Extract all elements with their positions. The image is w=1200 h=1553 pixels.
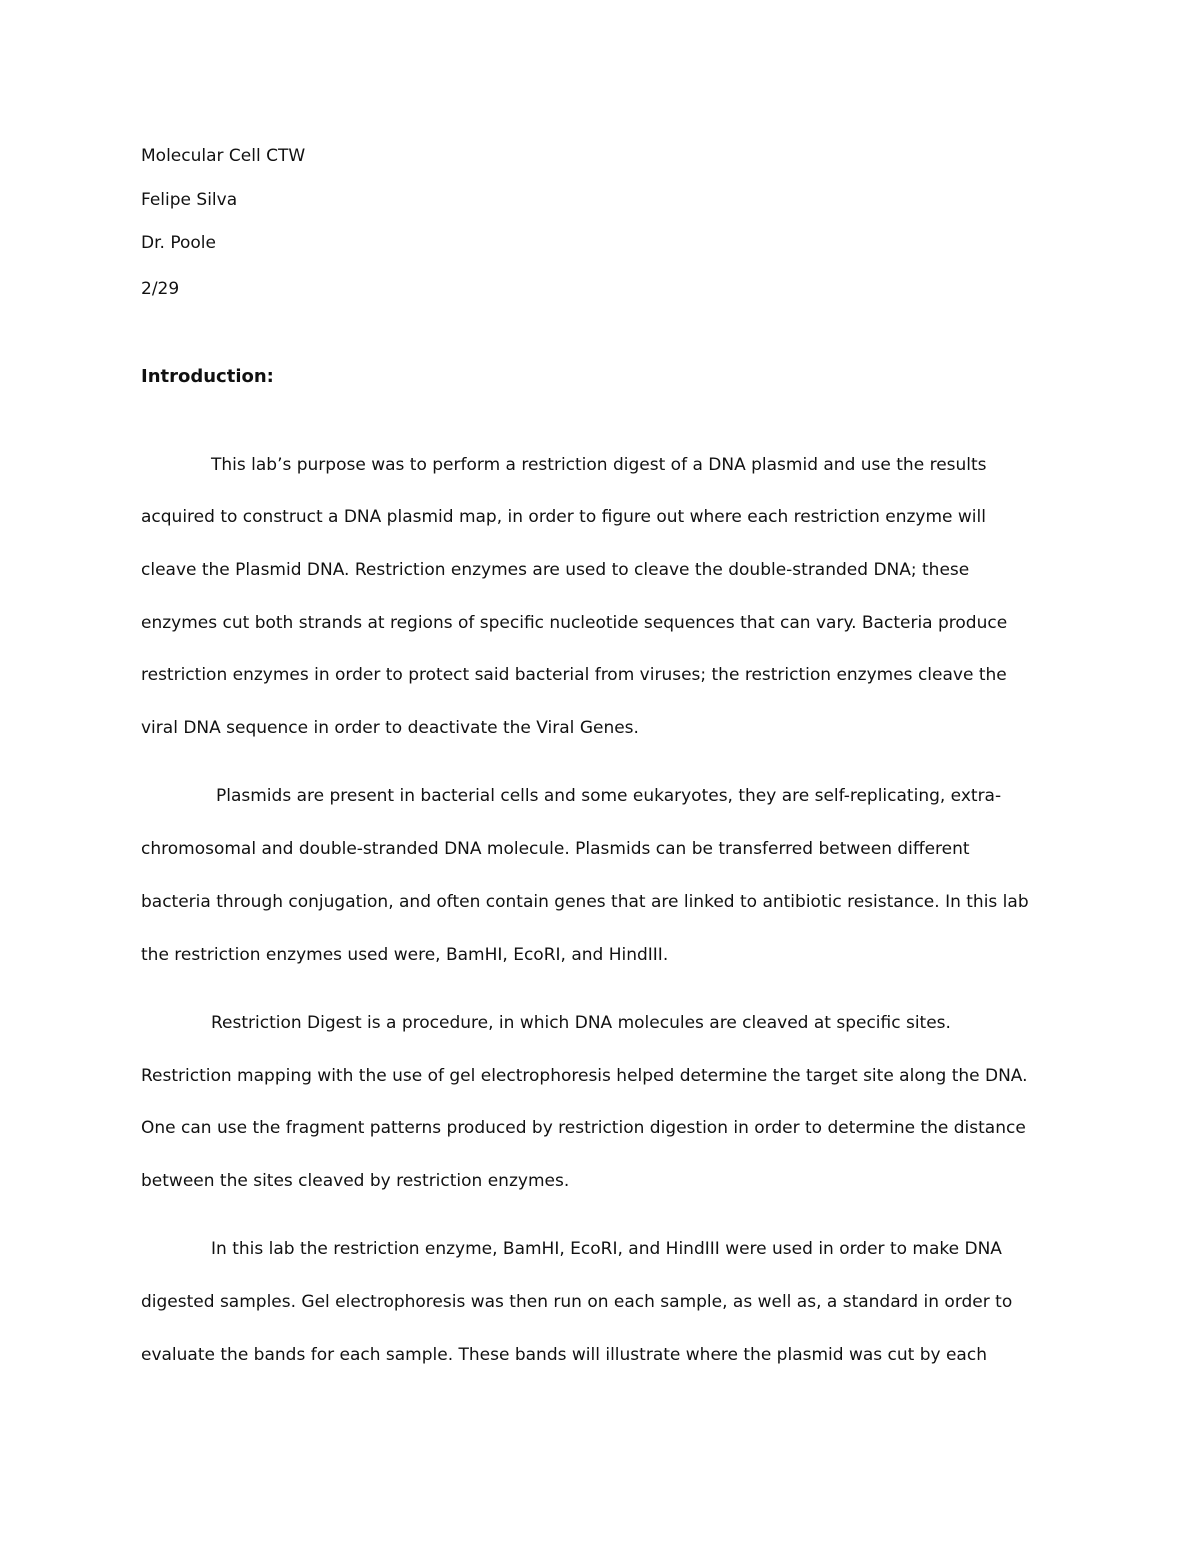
instructor-name: Dr. Poole [141,233,216,253]
paragraph-line: Restriction mapping with the use of gel electrophoresis helped determine the target site along the DNA. [141,1066,1028,1086]
section-heading: Introduction: [141,366,274,387]
date: 2/29 [141,279,180,299]
paragraph-line: digested samples. Gel electrophoresis was then run on each sample, as well as, a standard in order to [141,1292,1013,1312]
paragraph-line: One can use the fragment patterns produced by restriction digestion in order to determine the distance [141,1118,1026,1138]
paragraph-line: between the sites cleaved by restriction enzymes. [141,1171,570,1191]
paragraph-line: enzymes cut both strands at regions of specific nucleotide sequences that can vary. Bacteria produce [141,613,1008,633]
paragraph-line: acquired to construct a DNA plasmid map, in order to figure out where each restriction enzyme will [141,507,986,527]
paragraph-line: cleave the Plasmid DNA. Restriction enzymes are used to cleave the double-stranded DNA; these [141,560,970,580]
paragraph-line: evaluate the bands for each sample. These bands will illustrate where the plasmid was cut by each [141,1345,987,1365]
paragraph-line: This lab’s purpose was to perform a restriction digest of a DNA plasmid and use the results [211,455,987,475]
paragraph-line: restriction enzymes in order to protect said bacterial from viruses; the restriction enzymes cleave the [141,665,1007,685]
paragraph-line: the restriction enzymes used were, BamHI, EcoRI, and HindIII. [141,945,669,965]
author-name: Felipe Silva [141,190,238,210]
paragraph-line: viral DNA sequence in order to deactivate the Viral Genes. [141,718,639,738]
paragraph-line: bacteria through conjugation, and often contain genes that are linked to antibiotic resistance. In this lab [141,892,1029,912]
paragraph-line: Plasmids are present in bacterial cells and some eukaryotes, they are self-replicating, extra- [216,786,1002,806]
course-name: Molecular Cell CTW [141,146,306,166]
paragraph-line: In this lab the restriction enzyme, BamHI, EcoRI, and HindIII were used in order to make DNA [211,1239,1002,1259]
paragraph-line: chromosomal and double-stranded DNA molecule. Plasmids can be transferred between different [141,839,970,859]
paragraph-line: Restriction Digest is a procedure, in which DNA molecules are cleaved at specific sites. [211,1013,951,1033]
